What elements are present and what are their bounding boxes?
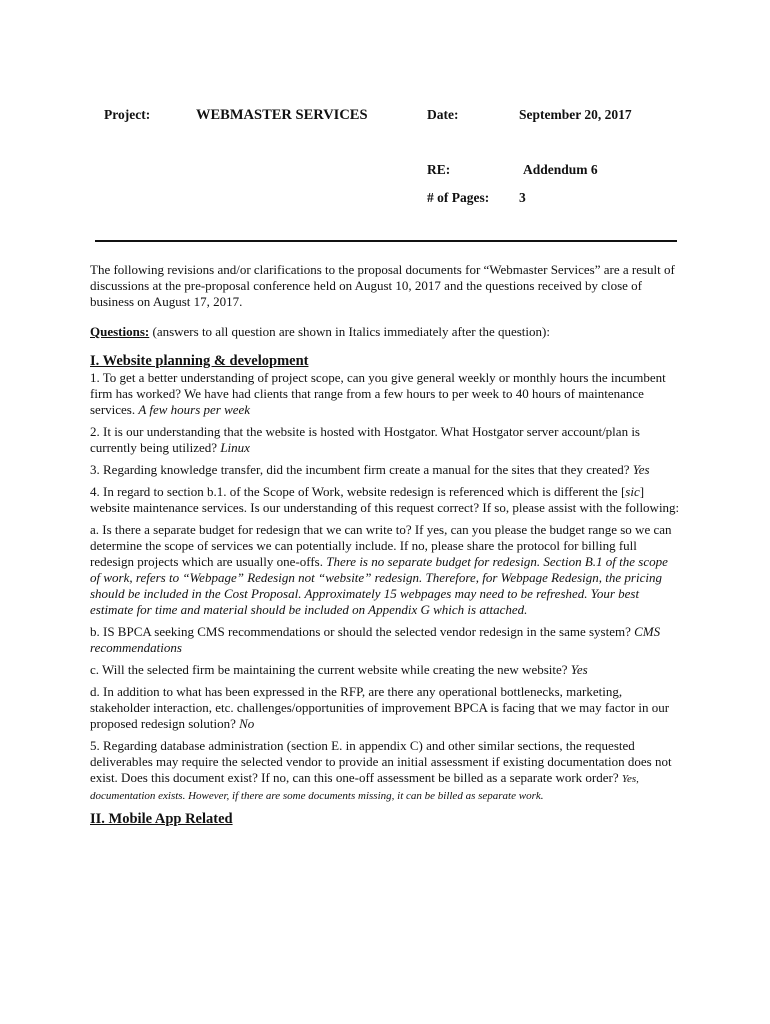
question-text: c. Will the selected firm be maintaining the current website while creating the new website?	[90, 662, 571, 677]
answer-text: Yes	[570, 662, 588, 677]
answer-text: Yes, documentation exists. However, if there are some documents missing, it can be billed as separate work.	[90, 773, 639, 802]
question-3	[90, 462, 680, 478]
answer-text: Linux	[220, 440, 250, 455]
answer-text: A few hours per week	[138, 402, 251, 417]
questions-note: (answers to all question are shown in Italics immediately after the question):	[149, 324, 550, 339]
pages-label: # of Pages:	[427, 190, 490, 205]
header-divider	[95, 240, 677, 242]
answer-text: There is no separate budget for redesign. Section B.1 of the scope of work, refers to “Webpage” Redesign not “website” redesign. Therefore, for Webpage Redesign, the pricing should be included in the Cost Proposal. Approximately 15 webpages may need to be refreshed. Your best estimate for time and material should be included on Appendix G which is attached.	[90, 554, 668, 617]
pages-value: 3	[519, 190, 526, 205]
date-label: Date:	[427, 107, 459, 122]
question-4d	[90, 684, 680, 732]
question-4	[90, 484, 680, 516]
answer-text: CMS recommendations	[90, 624, 661, 655]
re-value: Addendum 6	[523, 162, 598, 177]
question-text: 4. In regard to section b.1. of the Scope of Work, website redesign is referenced which is different the [	[90, 484, 626, 499]
section-heading-mobile-app: II. Mobile App Related	[90, 811, 233, 827]
question-text: a. Is there a separate budget for redesign that we can write to? If yes, can you please the budget range so we can determine the scope of services we can potentially include. If no, please share the protocol for billing full redesign projects which are usually one-offs.	[90, 522, 672, 569]
question-text: 2. It is our understanding that the website is hosted with Hostgator. What Hostgator server account/plan is currently being utilized?	[90, 424, 640, 455]
re-label: RE:	[427, 162, 451, 177]
question-text: 3. Regarding knowledge transfer, did the incumbent firm create a manual for the sites that they created?	[90, 462, 633, 477]
answer-text: No	[239, 716, 255, 731]
question-4a	[90, 522, 680, 618]
question-1	[90, 370, 680, 418]
answer-text: Yes	[632, 462, 650, 477]
question-4c	[90, 662, 680, 678]
question-4b	[90, 624, 680, 656]
intro-paragraph: The following revisions and/or clarifications to the proposal documents for “Webmaster Services” are a result of discussions at the pre-proposal conference held on August 10, 2017 and the questions received by close of business on August 17, 2017.	[90, 262, 675, 309]
section-heading-website: I. Website planning & development	[90, 353, 309, 369]
question-2	[90, 424, 680, 456]
question-5	[90, 738, 680, 804]
project-value: WEBMASTER SERVICES	[196, 107, 368, 123]
questions-intro	[90, 324, 680, 340]
question-text: b. IS BPCA seeking CMS recommendations or should the selected vendor redesign in the same system?	[90, 624, 635, 639]
question-text: 1. To get a better understanding of project scope, can you give general weekly or monthly hours the incumbent firm has worked? We have had clients that range from a few hours to per week to 40 hours of maintenance services.	[90, 370, 666, 417]
question-text: 5. Regarding database administration (section E. in appendix C) and other similar sections, the requested deliverables may require the selected vendor to provide an initial assessment if existing documentation does not exist. Does this document exist? If no, can this one-off assessment be billed as a separate work order?	[90, 738, 672, 785]
question-text: d. In addition to what has been expressed in the RFP, are there any operational bottlenecks, marketing, stakeholder interaction, etc. challenges/opportunities of improvement BPCA is facing that we may factor in our proposed redesign solution?	[90, 684, 670, 731]
questions-label: Questions:	[90, 324, 150, 339]
document-body	[90, 262, 680, 828]
sic-mark: sic	[625, 484, 640, 499]
project-label: Project:	[104, 107, 151, 122]
date-value: September 20, 2017	[519, 107, 632, 122]
question-text: ] website maintenance services. Is our understanding of this request correct? If so, please assist with the following:	[90, 484, 680, 515]
